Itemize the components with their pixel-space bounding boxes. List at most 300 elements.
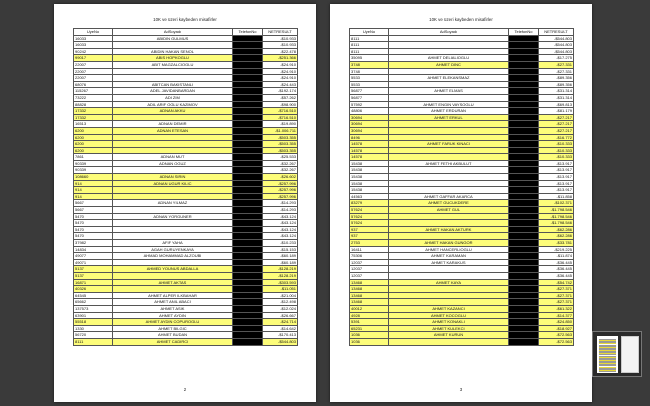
- name-cell: [389, 266, 509, 273]
- member-no-cell: 16033: [74, 42, 113, 49]
- phone-cell-redacted: [233, 160, 263, 167]
- net-result-cell: -$24.850: [539, 319, 574, 326]
- member-no-cell: 56877: [350, 94, 389, 101]
- net-result-cell: -$24.910: [263, 61, 298, 68]
- net-result-cell: -$62.286: [539, 226, 574, 233]
- table-row: [74, 187, 298, 194]
- phone-cell-redacted: [509, 55, 539, 62]
- member-no-cell: 57624: [350, 213, 389, 220]
- name-cell: AHMET ERKUL: [389, 114, 509, 121]
- table-row: [350, 226, 574, 233]
- phone-cell-redacted: [233, 312, 263, 319]
- member-no-cell: 8111: [350, 42, 389, 49]
- net-result-cell: -$31.314: [539, 94, 574, 101]
- table-row: [350, 160, 574, 167]
- member-no-cell: 8111: [74, 338, 113, 345]
- net-result-cell: -$303.593: [263, 279, 298, 286]
- table-row: [350, 266, 574, 273]
- phone-cell-redacted: [509, 61, 539, 68]
- net-result-cell: -$102.371: [539, 200, 574, 207]
- net-result-cell: -$503.355: [263, 134, 298, 141]
- table-row: [74, 134, 298, 141]
- member-no-cell: 13468: [350, 286, 389, 293]
- phone-cell-redacted: [509, 312, 539, 319]
- member-no-cell: 6200: [74, 141, 113, 148]
- member-no-cell: 57624: [350, 220, 389, 227]
- phone-cell-redacted: [509, 332, 539, 339]
- table-row: [74, 114, 298, 121]
- phone-cell-redacted: [509, 299, 539, 306]
- member-no-cell: 108660: [74, 174, 113, 181]
- phone-cell-redacted: [233, 167, 263, 174]
- phone-cell-redacted: [233, 279, 263, 286]
- member-no-cell: 5470: [74, 233, 113, 240]
- table-row: [74, 167, 298, 174]
- name-cell: AHMET ERDURAN: [389, 108, 509, 115]
- net-result-cell: -$1.798.546: [539, 207, 574, 214]
- table-row: [350, 35, 574, 42]
- table-row: [350, 127, 574, 134]
- table-row: [350, 220, 574, 227]
- phone-cell-redacted: [509, 127, 539, 134]
- member-no-cell: 13468: [350, 292, 389, 299]
- net-result-cell: -$43.124: [263, 220, 298, 227]
- phone-cell-redacted: [233, 299, 263, 306]
- phone-cell-redacted: [509, 240, 539, 247]
- net-result-cell: -$19.890: [263, 121, 298, 128]
- net-result-cell: -$10.933: [263, 42, 298, 49]
- phone-cell-redacted: [509, 141, 539, 148]
- table-row: [350, 48, 574, 55]
- name-cell: [113, 147, 233, 154]
- name-cell: [389, 338, 509, 345]
- net-result-cell: -$36.445: [539, 272, 574, 279]
- table-row: [74, 233, 298, 240]
- phone-cell-redacted: [233, 266, 263, 273]
- name-cell: [113, 68, 233, 75]
- net-result-cell: -$16.772: [539, 134, 574, 141]
- table-row: [350, 292, 574, 299]
- member-no-cell: 30694: [350, 127, 389, 134]
- member-no-cell: 12037: [350, 259, 389, 266]
- table-row: [74, 68, 298, 75]
- net-result-cell: -$11.858: [539, 193, 574, 200]
- table-row: [74, 193, 298, 200]
- table-row: [74, 207, 298, 214]
- member-no-cell: 1036: [350, 338, 389, 345]
- table-row: [74, 174, 298, 181]
- phone-cell-redacted: [233, 61, 263, 68]
- name-cell: ADEL JAVIDANBARDAN: [113, 88, 233, 95]
- name-cell: [113, 207, 233, 214]
- member-no-cell: 15438: [350, 187, 389, 194]
- member-no-cell: 7861: [74, 154, 113, 161]
- net-result-cell: -$14.642: [263, 325, 298, 332]
- net-result-cell: -$10.333: [539, 141, 574, 148]
- phone-cell-redacted: [233, 154, 263, 161]
- name-cell: [389, 121, 509, 128]
- net-result-cell: -$27.217: [539, 127, 574, 134]
- net-result-cell: -$24.443: [263, 81, 298, 88]
- phone-cell-redacted: [509, 101, 539, 108]
- name-cell: AGAH GURUYENKAYA: [113, 246, 233, 253]
- member-no-cell: 5667: [74, 200, 113, 207]
- table-row: [350, 233, 574, 240]
- member-no-cell: 5470: [74, 226, 113, 233]
- phone-cell-redacted: [233, 134, 263, 141]
- net-result-cell: -$89.356: [539, 81, 574, 88]
- member-no-cell: 49071: [74, 259, 113, 266]
- name-cell: ADNAN OGUZ: [113, 160, 233, 167]
- table-row: [350, 101, 574, 108]
- table-row: [350, 94, 574, 101]
- loss-table: [73, 28, 298, 346]
- name-cell: [389, 94, 509, 101]
- phone-cell-redacted: [509, 319, 539, 326]
- column-header: NETRESULT: [539, 29, 574, 36]
- name-cell: [389, 48, 509, 55]
- phone-cell-redacted: [233, 305, 263, 312]
- phone-cell-redacted: [233, 246, 263, 253]
- page-title: 10K ve üzeri kaybeden misafirler: [153, 17, 217, 22]
- name-cell: AHMET HANCERLIOGLU: [389, 246, 509, 253]
- net-result-cell: -$89.356: [539, 75, 574, 82]
- table-row: [350, 121, 574, 128]
- member-no-cell: 83279: [350, 200, 389, 207]
- member-no-cell: 8496: [350, 134, 389, 141]
- phone-cell-redacted: [509, 35, 539, 42]
- phone-cell-redacted: [233, 174, 263, 181]
- phone-cell-redacted: [233, 325, 263, 332]
- member-no-cell: 40326: [74, 286, 113, 293]
- table-row: [74, 42, 298, 49]
- name-cell: AHMET FARUK KINACI: [389, 141, 509, 148]
- column-header: TelefonNo: [509, 29, 539, 36]
- name-cell: AHMET ENGIN VAYSOGLU: [389, 101, 509, 108]
- name-cell: AHMET KURUN: [389, 332, 509, 339]
- name-cell: [113, 272, 233, 279]
- phone-cell-redacted: [509, 305, 539, 312]
- page-number: 2: [183, 387, 187, 392]
- name-cell: [389, 233, 509, 240]
- phone-cell-redacted: [233, 220, 263, 227]
- member-no-cell: 65231: [350, 325, 389, 332]
- net-result-cell: -$24.910: [263, 68, 298, 75]
- name-cell: AFIF YAHA: [113, 240, 233, 247]
- phone-cell-redacted: [233, 48, 263, 55]
- net-result-cell: -$13.917: [539, 187, 574, 194]
- table-row: [350, 338, 574, 345]
- member-no-cell: 99017: [74, 55, 113, 62]
- member-no-cell: 914: [74, 180, 113, 187]
- net-result-cell: -$544.803: [539, 42, 574, 49]
- name-cell: [113, 141, 233, 148]
- table-row: [74, 81, 298, 88]
- table-row: [350, 213, 574, 220]
- name-cell: AHMET KARAMAN: [389, 253, 509, 260]
- phone-cell-redacted: [509, 42, 539, 49]
- table-row: [74, 286, 298, 293]
- phone-cell-redacted: [233, 101, 263, 108]
- member-no-cell: 6200: [74, 127, 113, 134]
- member-no-cell: 55518: [74, 319, 113, 326]
- table-row: [74, 279, 298, 286]
- member-no-cell: 57624: [350, 207, 389, 214]
- table-row: [74, 180, 298, 187]
- phone-cell-redacted: [509, 246, 539, 253]
- table-row: [350, 332, 574, 339]
- net-result-cell: -$27.217: [539, 114, 574, 121]
- phone-cell-redacted: [509, 220, 539, 227]
- name-cell: AHMET AYDIN: [113, 312, 233, 319]
- net-result-cell: -$10.333: [539, 147, 574, 154]
- name-cell: ADNAN DEMIR: [113, 121, 233, 128]
- member-no-cell: 16033: [74, 35, 113, 42]
- member-no-cell: 937: [350, 226, 389, 233]
- table-row: [74, 101, 298, 108]
- name-cell: AHMET ELMAS: [389, 88, 509, 95]
- phone-cell-redacted: [509, 325, 539, 332]
- phone-cell-redacted: [509, 279, 539, 286]
- phone-cell-redacted: [233, 88, 263, 95]
- phone-cell-redacted: [233, 200, 263, 207]
- phone-cell-redacted: [509, 48, 539, 55]
- phone-cell-redacted: [509, 253, 539, 260]
- name-cell: [389, 220, 509, 227]
- phone-cell-redacted: [233, 127, 263, 134]
- name-cell: AHMET KAYA: [389, 279, 509, 286]
- phone-cell-redacted: [509, 207, 539, 214]
- phone-cell-redacted: [233, 180, 263, 187]
- net-result-cell: -$24.910: [263, 75, 298, 82]
- phone-cell-redacted: [509, 154, 539, 161]
- page-number: 3: [459, 387, 463, 392]
- table-row: [350, 240, 574, 247]
- net-result-cell: -$43.124: [263, 226, 298, 233]
- table-row: [74, 292, 298, 299]
- member-no-cell: 5470: [74, 220, 113, 227]
- net-result-cell: -$544.803: [539, 35, 574, 42]
- member-no-cell: 14834: [74, 246, 113, 253]
- member-no-cell: 137573: [74, 305, 113, 312]
- name-cell: AHMET ALPER ILKBAHAR: [113, 292, 233, 299]
- phone-cell-redacted: [509, 187, 539, 194]
- member-no-cell: 15438: [350, 180, 389, 187]
- net-result-cell: -$13.917: [539, 160, 574, 167]
- name-cell: ADNAN ETESAN: [113, 127, 233, 134]
- table-row: [74, 299, 298, 306]
- net-result-cell: -$11.051: [263, 286, 298, 293]
- name-cell: [389, 272, 509, 279]
- table-row: [74, 266, 298, 273]
- page-thumbnail-panel[interactable]: [592, 331, 642, 377]
- net-result-cell: -$27.371: [539, 286, 574, 293]
- net-result-cell: -$27.331: [539, 68, 574, 75]
- net-result-cell: -$257.996: [263, 193, 298, 200]
- table-row: [350, 187, 574, 194]
- table-row: [350, 61, 574, 68]
- net-result-cell: -$503.355: [263, 141, 298, 148]
- member-no-cell: 6200: [74, 134, 113, 141]
- member-no-cell: 8111: [350, 48, 389, 55]
- net-result-cell: -$10.933: [263, 35, 298, 42]
- table-row: [74, 305, 298, 312]
- member-no-cell: 73222: [74, 94, 113, 101]
- member-no-cell: 30694: [350, 121, 389, 128]
- table-row: [74, 325, 298, 332]
- phone-cell-redacted: [233, 240, 263, 247]
- member-no-cell: 14578: [350, 154, 389, 161]
- phone-cell-redacted: [233, 81, 263, 88]
- name-cell: ABIDIN GULMUS: [113, 35, 233, 42]
- phone-cell-redacted: [509, 259, 539, 266]
- page-2: [54, 4, 316, 402]
- net-result-cell: -$60.189: [263, 253, 298, 260]
- name-cell: [389, 42, 509, 49]
- name-cell: ADNAN YILMAZ: [113, 200, 233, 207]
- page-thumbnail[interactable]: [597, 336, 618, 373]
- phone-cell-redacted: [509, 292, 539, 299]
- phone-cell-redacted: [233, 35, 263, 42]
- member-no-cell: 22007: [74, 75, 113, 82]
- table-row: [350, 42, 574, 49]
- name-cell: ADNAN SIRIN: [113, 174, 233, 181]
- table-row: [74, 240, 298, 247]
- table-row: [350, 81, 574, 88]
- table-row: [74, 75, 298, 82]
- name-cell: [389, 213, 509, 220]
- name-cell: AHMET GUL: [389, 207, 509, 214]
- table-header: [74, 29, 298, 36]
- net-result-cell: -$15.153: [263, 246, 298, 253]
- name-cell: [389, 292, 509, 299]
- phone-cell-redacted: [509, 233, 539, 240]
- table-row: [74, 272, 298, 279]
- net-result-cell: -$27.371: [539, 299, 574, 306]
- net-result-cell: -$27.331: [539, 61, 574, 68]
- phone-cell-redacted: [233, 253, 263, 260]
- net-result-cell: -$32.267: [263, 167, 298, 174]
- table-row: [350, 200, 574, 207]
- name-cell: ADIL ARIF OGLU KAZIMOV: [113, 101, 233, 108]
- column-header: AdSoyadı: [113, 29, 233, 36]
- name-cell: ADNAN MUT: [113, 154, 233, 161]
- net-result-cell: -$43.124: [263, 233, 298, 240]
- table-row: [74, 246, 298, 253]
- name-cell: ABITCAN BAKISTANLI: [113, 81, 233, 88]
- phone-cell-redacted: [509, 114, 539, 121]
- phone-cell-redacted: [233, 114, 263, 121]
- member-no-cell: 16513: [74, 121, 113, 128]
- net-result-cell: -$257.996: [263, 187, 298, 194]
- net-result-cell: -$10.333: [539, 154, 574, 161]
- name-cell: AHMET HAKAN AKTURK: [389, 226, 509, 233]
- name-cell: [113, 75, 233, 82]
- net-result-cell: -$1.006.711: [263, 127, 298, 134]
- phone-cell-redacted: [233, 75, 263, 82]
- table-row: [74, 108, 298, 115]
- table-row: [74, 200, 298, 207]
- table-row: [74, 154, 298, 161]
- thumbnail-viewport[interactable]: [621, 336, 639, 373]
- name-cell: ADI ZIM: [113, 94, 233, 101]
- name-cell: AHMET ASIK: [113, 305, 233, 312]
- table-row: [74, 312, 298, 319]
- net-result-cell: -$18.927: [539, 325, 574, 332]
- name-cell: AHMET KAZANCI: [389, 305, 509, 312]
- name-cell: [113, 220, 233, 227]
- net-result-cell: -$503.355: [263, 147, 298, 154]
- name-cell: [113, 233, 233, 240]
- table-row: [350, 174, 574, 181]
- table-row: [350, 108, 574, 115]
- name-cell: [389, 68, 509, 75]
- member-no-cell: 1036: [350, 332, 389, 339]
- phone-cell-redacted: [233, 259, 263, 266]
- member-no-cell: 5533: [350, 81, 389, 88]
- net-result-cell: -$14.377: [539, 312, 574, 319]
- table-row: [350, 141, 574, 148]
- net-result-cell: -$128.219: [263, 272, 298, 279]
- phone-cell-redacted: [509, 266, 539, 273]
- net-result-cell: -$32.267: [263, 160, 298, 167]
- name-cell: [113, 187, 233, 194]
- name-cell: [113, 193, 233, 200]
- table-row: [350, 147, 574, 154]
- table-row: [350, 305, 574, 312]
- member-no-cell: 15438: [350, 167, 389, 174]
- table-row: [74, 253, 298, 260]
- member-no-cell: 12037: [350, 272, 389, 279]
- member-no-cell: 5391: [350, 319, 389, 326]
- member-no-cell: 65662: [74, 299, 113, 306]
- phone-cell-redacted: [509, 121, 539, 128]
- table-row: [350, 167, 574, 174]
- thumbnail-line: [599, 371, 616, 372]
- phone-cell-redacted: [233, 147, 263, 154]
- member-no-cell: 115267: [74, 88, 113, 95]
- name-cell: AHMET CADIRCI: [113, 338, 233, 345]
- net-result-cell: -$61.322: [539, 305, 574, 312]
- member-no-cell: 48806: [350, 108, 389, 115]
- name-cell: AHMAD MOHAMMAD ALZOUBI: [113, 253, 233, 260]
- phone-cell-redacted: [509, 200, 539, 207]
- net-result-cell: -$62.286: [539, 233, 574, 240]
- name-cell: AHMED YOUNUS ABDALLA: [113, 266, 233, 273]
- net-result-cell: -$22.478: [263, 48, 298, 55]
- name-cell: [389, 81, 509, 88]
- phone-cell-redacted: [233, 226, 263, 233]
- column-header: UyeNo: [74, 29, 113, 36]
- net-result-cell: -$1.798.546: [539, 213, 574, 220]
- net-result-cell: -$1.798.546: [539, 220, 574, 227]
- name-cell: AHMET BUDAN: [113, 332, 233, 339]
- net-result-cell: -$81.179: [539, 108, 574, 115]
- table-row: [74, 48, 298, 55]
- name-cell: [389, 147, 509, 154]
- name-cell: [389, 134, 509, 141]
- name-cell: AHMET ELEKANSMAZ: [389, 75, 509, 82]
- table-row: [350, 319, 574, 326]
- table-row: [350, 88, 574, 95]
- member-no-cell: 75306: [350, 253, 389, 260]
- page-title: 10K ve üzeri kaybeden misafirler: [429, 17, 493, 22]
- net-result-cell: -$17.275: [539, 55, 574, 62]
- name-cell: [389, 299, 509, 306]
- name-cell: ADNAN AKKU: [113, 108, 233, 115]
- net-result-cell: -$54.742: [539, 279, 574, 286]
- net-result-cell: -$11.874: [539, 253, 574, 260]
